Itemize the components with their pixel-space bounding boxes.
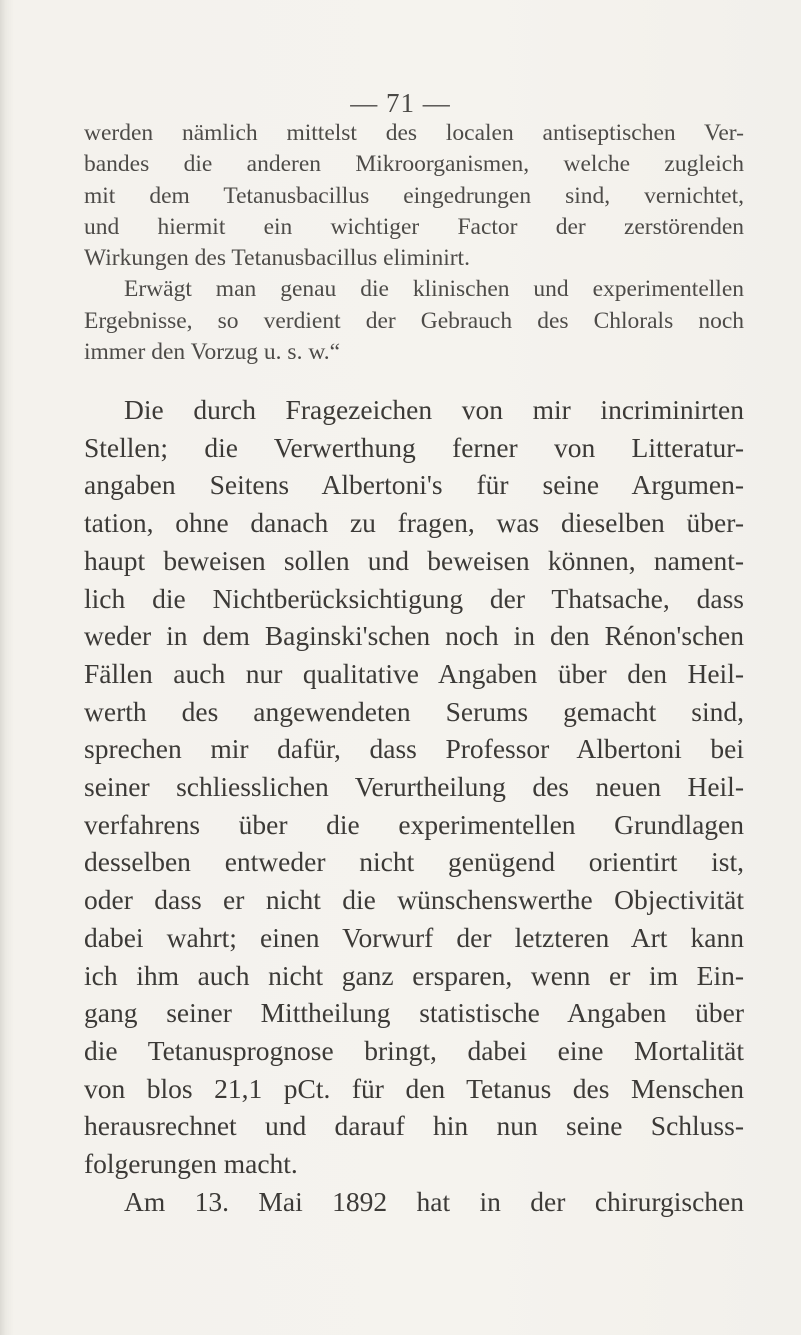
text-line: haupt beweisen sollen und beweisen können, nament-	[84, 544, 744, 576]
text-line: Am 13. Mai 1892 hat in der chirurgischen	[124, 1185, 744, 1217]
text-line: Wirkungen des Tetanusbacillus eliminirt.	[84, 245, 470, 272]
text-line: dabei wahrt; einen Vorwurf der letzteren Art kann	[84, 921, 744, 953]
text-line: folgerungen macht.	[84, 1148, 298, 1180]
text-line: Ergebnisse, so verdient der Gebrauch des Chlorals noch	[84, 307, 744, 334]
text-line: sprechen mir dafür, dass Professor Albertoni bei	[84, 733, 744, 765]
text-line: bandes die anderen Mikroorganismen, welche zugleich	[84, 151, 744, 178]
text-line: Die durch Fragezeichen von mir incriminirten	[124, 394, 744, 425]
quoted-passage	[84, 118, 744, 368]
text-line: desselben entweder nicht genügend orientirt ist,	[84, 846, 744, 878]
text-line: werden nämlich mittelst des localen antiseptischen Ver-	[84, 120, 744, 146]
text-line: werth des angewendeten Serums gemacht sind,	[84, 695, 744, 727]
text-line: von blos 21,1 pCt. für den Tetanus des Menschen	[84, 1072, 744, 1104]
text-line: tation, ohne danach zu fragen, was dieselben über-	[84, 507, 744, 539]
text-line: ich ihm auch nicht ganz ersparen, wenn er im Ein-	[84, 959, 744, 991]
text-line: herausrechnet und darauf hin nun seine Schluss-	[84, 1110, 744, 1142]
text-line: angaben Seitens Albertoni's für seine Argumen-	[84, 469, 744, 501]
text-line: verfahrens über die experimentellen Grundlagen	[84, 808, 744, 840]
main-paragraph	[84, 391, 744, 1220]
text-line: Fällen auch nur qualitative Angaben über den Heil-	[84, 657, 744, 689]
text-line: mit dem Tetanusbacillus eingedrungen sind, vernichtet,	[84, 182, 744, 209]
page-number: — 71 —	[350, 88, 451, 118]
text-line: Stellen; die Verwerthung ferner von Litteratur-	[84, 431, 744, 463]
text-line: und hiermit ein wichtiger Factor der zerstörenden	[84, 213, 744, 240]
text-line: gang seiner Mittheilung statistische Angaben über	[84, 997, 744, 1029]
text-line: Erwägt man genau die klinischen und experimentellen	[124, 276, 744, 303]
text-line: oder dass er nicht die wünschenswerthe Objectivität	[84, 884, 744, 916]
text-line: seiner schliesslichen Verurtheilung des neuen Heil-	[84, 771, 744, 803]
text-line: immer den Vorzug u. s. w.“	[84, 339, 341, 366]
text-line: die Tetanusprognose bringt, dabei eine Mortalität	[84, 1034, 744, 1066]
text-line: weder in dem Baginski'schen noch in den Rénon'schen	[84, 620, 744, 652]
text-line: lich die Nichtberücksichtigung der Thatsache, dass	[84, 582, 744, 614]
